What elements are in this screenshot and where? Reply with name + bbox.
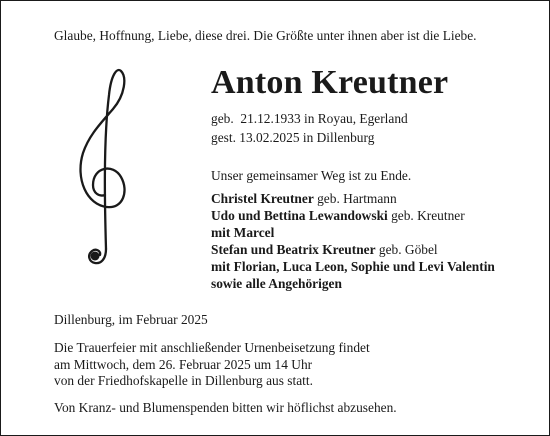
mourner-line — [211, 258, 495, 275]
bible-quote: Glaube, Hoffnung, Liebe, diese drei. Die Größte unter ihnen aber ist die Liebe. — [54, 28, 477, 43]
mourner-line — [211, 207, 495, 224]
life-dates — [211, 109, 408, 147]
ceremony-line: von der Friedhofskapelle in Dillenburg aus statt. — [54, 373, 313, 388]
mourner-name: mit Marcel — [211, 225, 275, 240]
mourner-line — [211, 190, 495, 207]
mourners-block — [211, 167, 495, 292]
deceased-name: Anton Kreutner — [211, 64, 449, 101]
ceremony-line: Die Trauerfeier mit anschließender Urnenbeisetzung findet — [54, 340, 370, 355]
mourner-note: geb. Göbel — [375, 242, 438, 257]
mourner-line — [211, 241, 495, 258]
mourner-name: Stefan und Beatrix Kreutner — [211, 242, 376, 257]
ceremony-line: am Mittwoch, dem 26. Februar 2025 um 14 Uhr — [54, 356, 313, 372]
place-and-date: Dillenburg, im Februar 2025 — [54, 312, 208, 327]
mourner-name: Christel Kreutner — [211, 191, 314, 206]
birth-date: geb. 21.12.1933 in Royau, Egerland — [211, 111, 408, 126]
flowers-note: Von Kranz- und Blumenspenden bitten wir höflichst abzusehen. — [54, 400, 397, 415]
mourner-name: sowie alle Angehörigen — [211, 276, 342, 291]
mourner-line — [211, 224, 495, 241]
mourner-note: geb. Kreutner — [387, 208, 465, 223]
mourner-note: geb. Hartmann — [313, 191, 397, 206]
mourner-name: Udo und Bettina Lewandowski — [211, 208, 388, 223]
mourner-line — [211, 275, 495, 292]
death-date: gest. 13.02.2025 in Dillenburg — [211, 130, 375, 145]
mourners-intro: Unser gemeinsamer Weg ist zu Ende. — [211, 168, 412, 183]
mourner-name: mit Florian, Luca Leon, Sophie und Levi Valentin — [211, 259, 495, 274]
treble-clef-icon — [75, 63, 133, 269]
ceremony-info — [54, 340, 370, 390]
